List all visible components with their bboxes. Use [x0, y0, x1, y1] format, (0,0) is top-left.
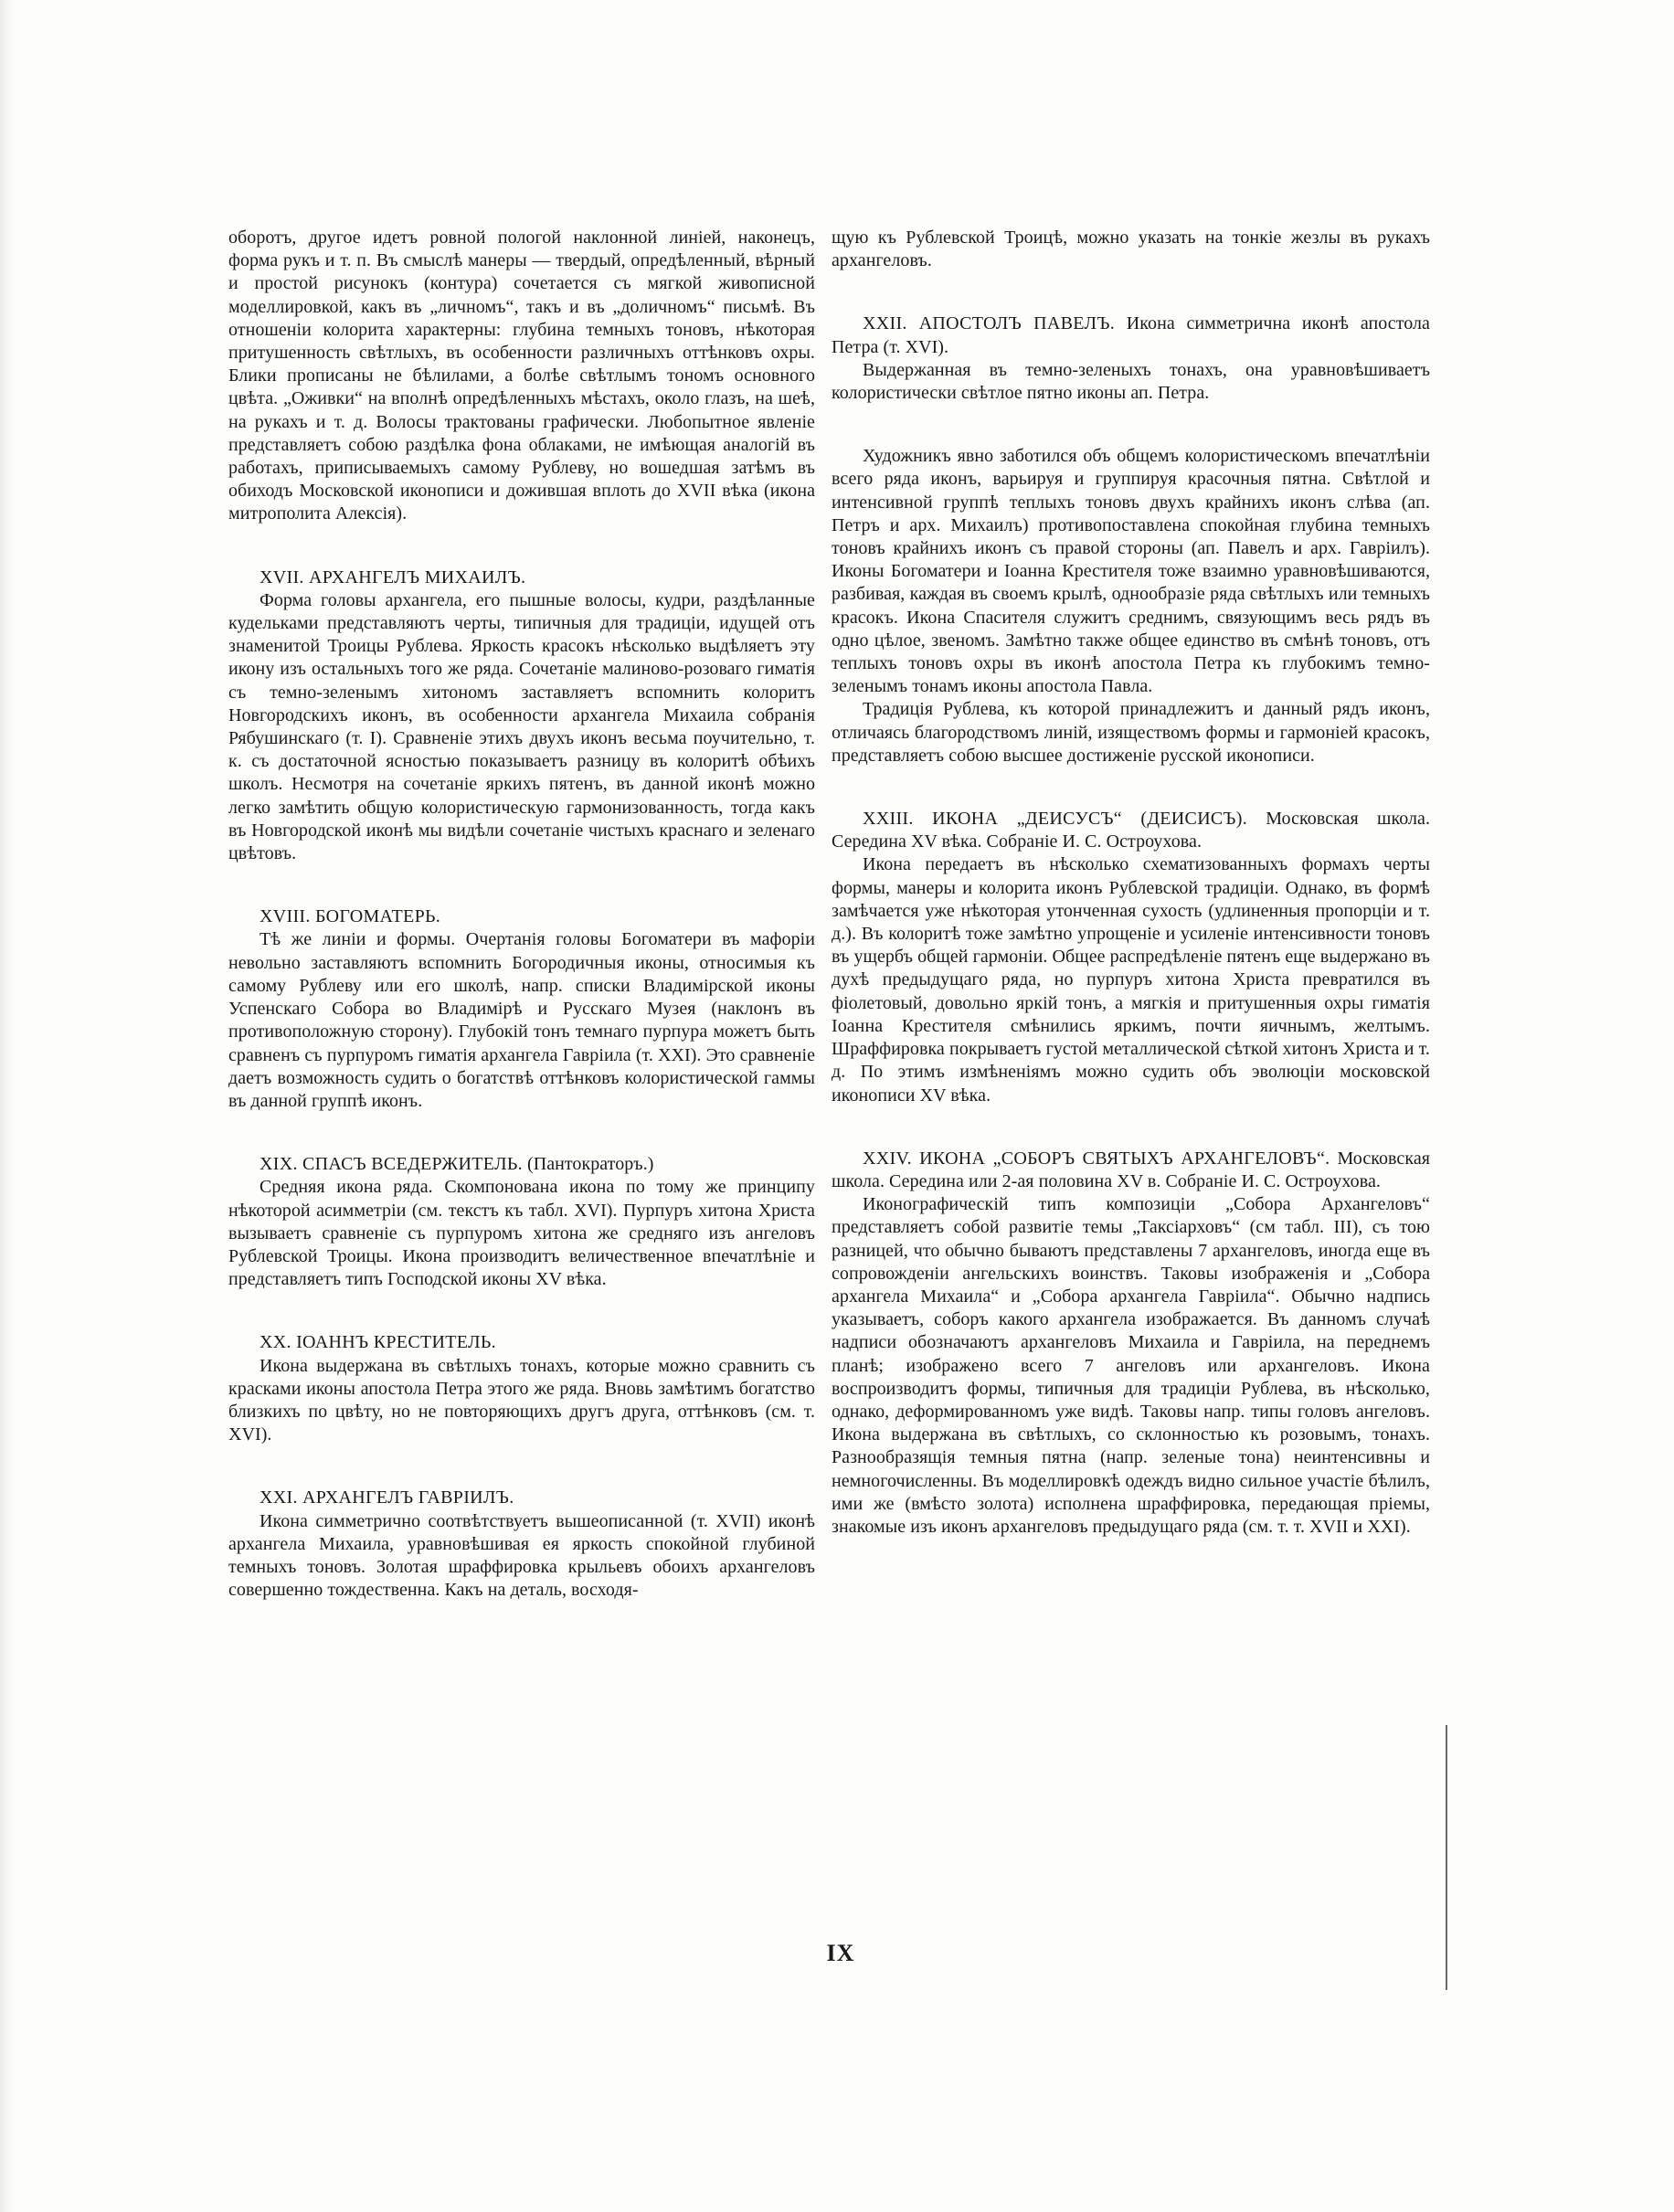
section-title: XX. ІОАННЪ КРЕСТИТЕЛЬ. — [260, 1332, 496, 1353]
section-title-suffix: Московская школа. Середина XV вѣка. Собраніе И. С. Остроухова. — [832, 809, 1430, 852]
section-text-xviii: Тѣ же линіи и формы. Очертанія головы Богоматери въ мафоріи невольно заставляютъ вспомнить Богородичныя иконы, относимыя къ самому Рублеву или его школѣ, напр. списки Владимірской иконы Успенскаго Собора во Владимірѣ и Русскаго Музея (наклонъ въ противоположную сторону). Глубокій тонъ темнаго пурпура можетъ быть сравненъ съ пурпуромъ гиматія архангела Гавріила (т. XXI). Это сравненіе даетъ возможность судить о богатствѣ оттѣнковъ колористической гаммы въ данной группѣ иконъ. — [228, 929, 815, 1111]
section-title: XVII. АРХАНГЕЛЪ МИХАИЛЪ. — [260, 566, 526, 587]
margin-rule — [1446, 1725, 1447, 1990]
section-heading-xviii — [228, 905, 815, 928]
section-heading-xxii — [832, 312, 1430, 358]
section-title: XIX. СПАСЪ ВСЕДЕРЖИТЕЛЬ. — [260, 1154, 523, 1175]
summary-paragraph-1: Художникъ явно заботился объ общемъ колористическомъ впечатлѣніи всего ряда иконъ, варьируя и группируя красочныя пятна. Свѣтлой и интенсивной группѣ теплыхъ тоновъ двухъ крайнихъ иконъ слѣва (ап. Петръ и арх. Михаилъ) противопоставлена спокойная глубина темныхъ тоновъ крайнихъ иконъ съ правой стороны (ап. Павелъ и арх. Гавріилъ). Иконы Богоматери и Іоанна Крестителя тоже взаимно уравновѣшиваются, разбивая, каждая въ своемъ крылѣ, однообразіе ряда свѣтлыхъ или темныхъ красокъ. Икона Спасителя служитъ среднимъ, связующимъ весь рядъ въ одно цѣлое, звеномъ. Замѣтно также общее единство въ смѣнѣ тоновъ, отъ теплыхъ тоновъ охры въ иконѣ апостола Петра къ глубокимъ темно-зеленымъ тонамъ иконы апостола Павла. — [832, 446, 1430, 697]
intro-paragraph: оборотъ, другое идетъ ровной пологой наклонной линіей, наконецъ, форма рукъ и т. п. Въ смыслѣ манеры — твердый, опредѣленный, вѣрный и простой рисунокъ (контура) сочетается съ мягкой живописной моделлировкой, какъ въ „личномъ“, такъ и въ „доличномъ“ письмѣ. Въ отношеніи колорита характерны: глубина темныхъ тоновъ, нѣкоторая притушенность свѣтлыхъ, въ особенности различныхъ оттѣнковъ охры. Блики прописаны не бѣлилами, а болѣе свѣтлымъ тономъ основного цвѣта. „Оживки“ на вполнѣ опредѣленныхъ мѣстахъ, около глазъ, на шеѣ, на рукахъ и т. д. Волосы трактованы графически. Любопытное явленіе представляетъ собою раздѣлка фона облаками, не имѣющая аналогій въ работахъ, приписываемыхъ самому Рублеву, но вошедшая затѣмъ въ обиходъ Московской иконописи и дожившая вплоть до XVII вѣка (икона митрополита Алексія). — [228, 228, 815, 524]
section-title: XXIII. ИКОНА „ДЕИСУСЪ“ (ДЕИСИСЪ). — [863, 809, 1247, 830]
section-title-suffix: Московская школа. Середина или 2-ая половина XV в. Собраніе И. С. Остроухова. — [832, 1148, 1430, 1191]
section-text-xvii: Форма головы архангела, его пышные волосы, кудри, раздѣланные кудельками представляютъ черты, типичныя для традиціи, идущей отъ знаменитой Троицы Рублева. Яркость красокъ нѣсколько выдѣляетъ эту икону изъ остальныхъ того же ряда. Сочетаніе малиново-розоваго гиматія съ темно-зеленымъ хитономъ заставляетъ вспомнить колоритъ Новгородскихъ иконъ, въ особенности архангела Михаила собранія Рябушинскаго (т. I). Сравненіе этихъ двухъ иконъ весьма поучительно, т. к. съ достаточной ясностью показываетъ разницу въ колоритѣ обѣихъ школъ. Несмотря на сочетаніе яркихъ пятенъ, въ данной иконѣ можно легко замѣтить общую колористическую гармонизованность, тогда какъ въ Новгородской иконѣ мы видѣли сочетаніе чистыхъ краснаго и зеленаго цвѣтовъ. — [228, 589, 815, 864]
page-number: IX — [826, 1940, 855, 1966]
continuation-paragraph: щую къ Рублевской Троицѣ, можно указать на тонкіе жезлы въ рукахъ архангеловъ. — [832, 228, 1430, 271]
section-title-suffix: Икона симметрична иконѣ апостола Петра (т. XVI). — [832, 313, 1430, 357]
section-title-suffix: (Пантократоръ.) — [522, 1154, 654, 1175]
section-text-xxiii: Икона передаетъ въ нѣсколько схематизованныхъ формахъ черты формы, манеры и колорита иконъ Рублевской традиціи. Однако, въ формѣ замѣчается уже нѣкоторая утонченная сухость (удлиненныя пропорціи и т. д.). Въ колоритѣ тоже замѣтно упрощеніе и усиленіе интенсивности тоновъ въ ущербъ общей гармоніи. Общее распредѣленіе пятенъ еще выдержано въ духѣ предыдущаго ряда, но пурпуръ хитона Христа превратился въ фіолетовый, довольно яркій тонъ, а мягкія и притушенныя охры гиматія Іоанна Крестителя смѣнились яркимъ, почти яичнымъ, желтымъ. Шраффировка покрываетъ густой металлической сѣткой хитонъ Христа и т. д. По этимъ измѣненіямъ можно судить объ эволюціи московской иконописи XV вѣка. — [832, 854, 1430, 1106]
section-text-xix: Средняя икона ряда. Скомпонована икона по тому же принципу нѣкоторой асимметріи (см. текстъ къ табл. XVI). Пурпуръ хитона Христа вызываетъ сравненіе съ пурпуромъ хитона же средняго изъ ангеловъ Рублевской Троицы. Икона производитъ величественное впечатлѣніе и представляетъ типъ Господской иконы XV вѣка. — [228, 1177, 815, 1290]
left-column — [228, 227, 815, 1602]
section-title: XXI. АРХАНГЕЛЪ ГАВРІИЛЪ. — [260, 1487, 514, 1508]
section-heading-xx — [228, 1331, 815, 1354]
section-heading-xxiv — [832, 1148, 1430, 1193]
section-text-xxii: Выдержанная въ темно-зеленыхъ тонахъ, она уравновѣшиваетъ колористически свѣтлое пятно иконы ап. Петра. — [832, 359, 1430, 404]
section-title: XXII. АПОСТОЛЪ ПАВЕЛЪ. — [863, 313, 1116, 334]
section-title: XVIII. БОГОМАТЕРЬ. — [260, 906, 441, 927]
page-left-shadow — [0, 0, 13, 2212]
section-heading-xvii — [228, 566, 815, 589]
section-title: XXIV. ИКОНА „СОБОРЪ СВЯТЫХЪ АРХАНГЕЛОВЪ“. — [863, 1148, 1330, 1169]
section-text-xx: Икона выдержана въ свѣтлыхъ тонахъ, которые можно сравнить съ красками иконы апостола Петра этого же ряда. Вновь замѣтимъ богатство близкихъ по цвѣту, но не повторяющихъ другъ друга, оттѣнковъ (см. т. XVI). — [228, 1355, 815, 1445]
summary-paragraph-2: Традиція Рублева, къ которой принадлежитъ и данный рядъ иконъ, отличаясь благородствомъ линій, изяществомъ формы и гармоніей красокъ, представляетъ собою высшее достиженіе русской иконописи. — [832, 699, 1430, 766]
section-text-xxi: Икона симметрично соотвѣтствуетъ вышеописанной (т. XVII) иконѣ архангела Михаила, уравновѣшивая ея яркость спокойной глубиной темныхъ тоновъ. Золотая шраффировка крыльевъ обоихъ архангеловъ совершенно тождественна. Какъ на деталь, восходя- — [228, 1510, 815, 1601]
section-text-xxiv: Иконографическій типъ композиціи „Собора Архангеловъ“ представляетъ собой развитіе темы „Таксіарховъ“ (см табл. III), съ тою разницей, что обычно бываютъ представлены 7 архангеловъ, иногда еще въ сопровожденіи ангельскихъ воинствъ. Таковы изображенія и „Собора архангела Михаила“ и „Собора архангела Гавріила“. Обычно надпись указываетъ, соборъ какого архангела изображается. Въ данномъ случаѣ надписи обозначаютъ архангеловъ Михаила и Гавріила, на переднемъ планѣ; изображено всего 7 ангеловъ или архангеловъ. Икона воспроизводитъ формы, типичныя для традиціи Рублева, въ нѣсколько, однако, деформированномъ уже видѣ. Таковы напр. типы головъ ангеловъ. Икона выдержана въ свѣтлыхъ, со склонностью къ розовымъ, тонахъ. Разнообразящія темныя пятна (напр. зеленые тона) неинтенсивны и немногочисленны. Въ моделлировкѣ одеждъ видно сильное участіе бѣлилъ, ими же (вмѣсто золота) исполнена шраффировка, передающая пріемы, знакомые изъ иконъ архангеловъ предыдущаго ряда (см. т. т. XVII и XXI). — [832, 1194, 1430, 1537]
right-column — [832, 227, 1430, 1539]
section-heading-xxiii — [832, 808, 1430, 853]
section-heading-xxi — [228, 1487, 815, 1509]
section-heading-xix — [228, 1153, 815, 1176]
